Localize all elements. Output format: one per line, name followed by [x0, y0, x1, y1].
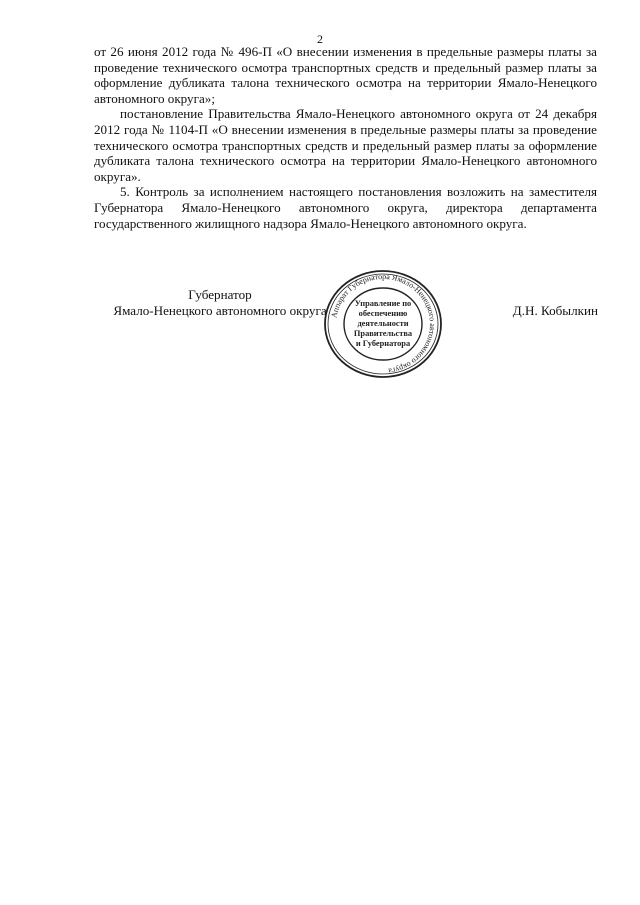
- paragraph-control-clause: 5. Контроль за исполнением настоящего постановления возложить на заместителя Губернатора Ямало-Ненецкого автономного округа, директора департамента государственного жилищного надзора Ямало-Ненецкого автономного округа.: [94, 184, 597, 231]
- signatory-title: [94, 287, 346, 318]
- page-number: 2: [317, 32, 323, 46]
- seal-inner-line4: Правительства: [353, 329, 413, 338]
- paragraph-resolution-1104: постановление Правительства Ямало-Ненецкого автономного округа от 24 декабря 2012 года № 1104-П «О внесении изменения в предельные размеры платы за проведение технического осмотра транспортных средств и предельный размер платы за оформление дубликата талона технического осмотра на территории Ямало-Ненецкого автономного округа».: [94, 106, 597, 184]
- seal-outer-text: Аппарат Губернатора Ямало-Ненецкого автономного округа: [329, 271, 438, 376]
- official-seal-stamp: [322, 268, 444, 380]
- signatory-title-line2: Ямало-Ненецкого автономного округа: [113, 302, 327, 318]
- seal-inner-line3: деятельности: [357, 319, 409, 328]
- seal-inner-line2: обеспечению: [358, 309, 408, 318]
- paragraph-resolution-496: от 26 июня 2012 года № 496-П «О внесении изменения в предельные размеры платы за проведение технического осмотра транспортных средств и предельный размер платы за оформление дубликата талона технического осмотра на территории Ямало-Ненецкого автономного округа»;: [94, 44, 597, 106]
- document-body: [94, 44, 597, 231]
- seal-inner-line1: Управление по: [354, 299, 412, 308]
- seal-graphic: [322, 268, 444, 380]
- seal-inner-line5: и Губернатора: [355, 339, 411, 348]
- signatory-name: Д.Н. Кобылкин: [512, 303, 598, 318]
- signatory-title-line1: Губернатор: [188, 287, 252, 302]
